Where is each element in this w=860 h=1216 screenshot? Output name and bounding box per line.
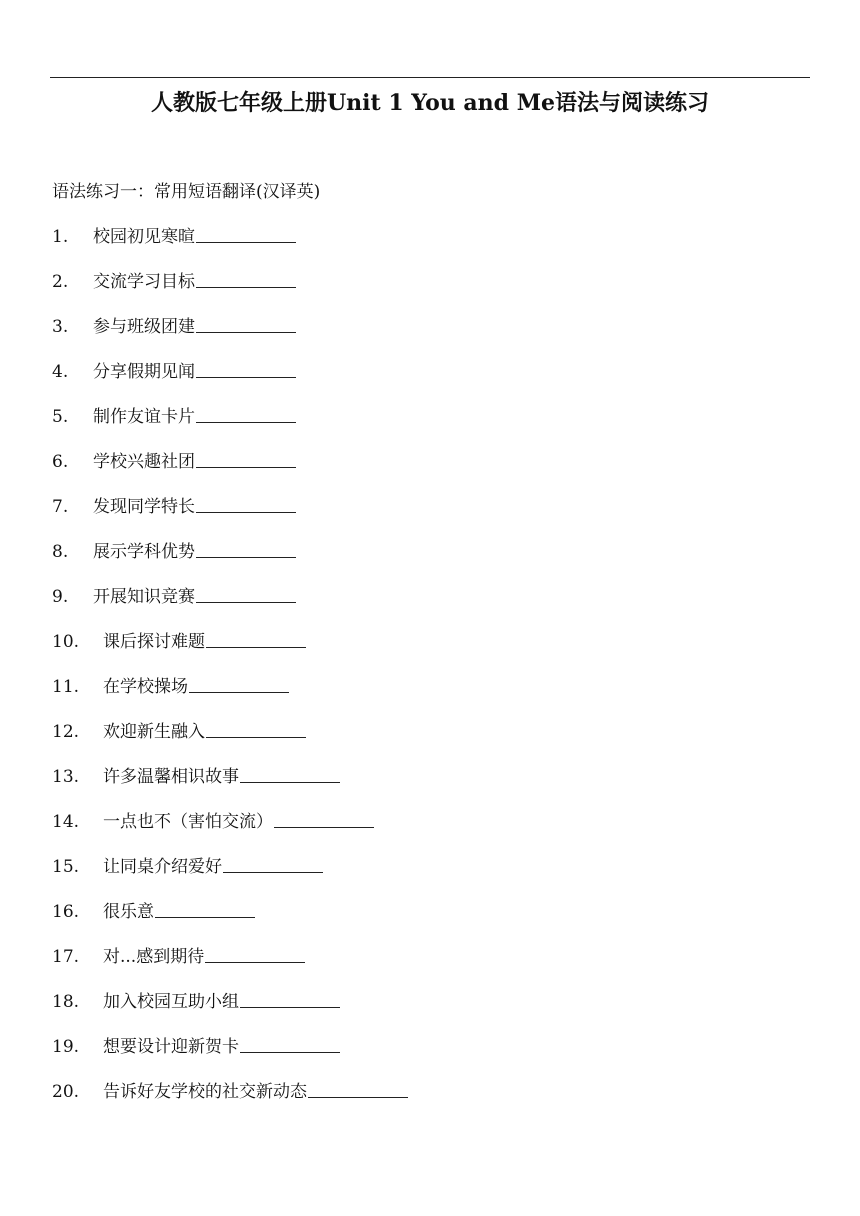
item-number: 3.	[52, 317, 69, 337]
answer-blank[interactable]	[240, 765, 340, 783]
exercise-item	[52, 495, 408, 540]
item-prompt: 课后探讨难题	[103, 632, 205, 652]
exercise-item	[52, 450, 408, 495]
item-prompt: 制作友谊卡片	[93, 407, 195, 427]
answer-blank[interactable]	[206, 630, 306, 648]
item-number: 9.	[52, 587, 69, 607]
item-prompt: 在学校操场	[103, 677, 188, 697]
item-number: 20.	[52, 1082, 80, 1102]
item-prompt: 交流学习目标	[93, 272, 195, 292]
item-prompt: 分享假期见闻	[93, 362, 195, 382]
exercise-item	[52, 225, 408, 270]
item-prompt: 展示学科优势	[93, 542, 195, 562]
answer-blank[interactable]	[155, 900, 255, 918]
item-number: 4.	[52, 362, 69, 382]
exercise-item	[52, 900, 408, 945]
item-prompt: 加入校园互助小组	[103, 992, 239, 1012]
exercise-item	[52, 630, 408, 675]
answer-blank[interactable]	[274, 810, 374, 828]
exercise-item	[52, 945, 408, 990]
exercise-item	[52, 720, 408, 765]
answer-blank[interactable]	[240, 1035, 340, 1053]
item-number: 10.	[52, 632, 80, 652]
exercise-item	[52, 270, 408, 315]
exercise-item	[52, 585, 408, 630]
exercise-item	[52, 540, 408, 585]
exercise-item	[52, 405, 408, 450]
item-prompt: 开展知识竞赛	[93, 587, 195, 607]
item-prompt: 欢迎新生融入	[103, 722, 205, 742]
item-prompt: 想要设计迎新贺卡	[103, 1037, 239, 1057]
exercise-item	[52, 1035, 408, 1080]
item-prompt: 一点也不（害怕交流）	[103, 812, 273, 832]
item-prompt: 学校兴趣社团	[93, 452, 195, 472]
answer-blank[interactable]	[196, 270, 296, 288]
answer-blank[interactable]	[196, 450, 296, 468]
exercise-item	[52, 855, 408, 900]
item-prompt: 校园初见寒暄	[93, 227, 195, 247]
exercise-item	[52, 315, 408, 360]
answer-blank[interactable]	[196, 495, 296, 513]
exercise-item	[52, 360, 408, 405]
item-prompt: 参与班级团建	[93, 317, 195, 337]
item-number: 2.	[52, 272, 69, 292]
item-prompt: 许多温馨相识故事	[103, 767, 239, 787]
answer-blank[interactable]	[196, 540, 296, 558]
exercise-item	[52, 1080, 408, 1125]
item-prompt: 对...感到期待	[103, 947, 205, 967]
item-number: 7.	[52, 497, 69, 517]
exercise-list	[52, 225, 408, 1125]
answer-blank[interactable]	[196, 360, 296, 378]
answer-blank[interactable]	[205, 945, 305, 963]
answer-blank[interactable]	[196, 225, 296, 243]
item-number: 11.	[52, 677, 80, 697]
answer-blank[interactable]	[196, 315, 296, 333]
exercise-item	[52, 990, 408, 1035]
item-number: 14.	[52, 812, 80, 832]
answer-blank[interactable]	[189, 675, 289, 693]
item-number: 16.	[52, 902, 80, 922]
section-heading: 语法练习一：常用短语翻译(汉译英)	[52, 182, 321, 202]
item-prompt: 让同桌介绍爱好	[103, 857, 222, 877]
answer-blank[interactable]	[308, 1080, 408, 1098]
answer-blank[interactable]	[240, 990, 340, 1008]
item-number: 15.	[52, 857, 80, 877]
item-number: 13.	[52, 767, 80, 787]
item-number: 5.	[52, 407, 69, 427]
item-number: 12.	[52, 722, 80, 742]
item-number: 8.	[52, 542, 69, 562]
answer-blank[interactable]	[196, 405, 296, 423]
answer-blank[interactable]	[196, 585, 296, 603]
item-number: 18.	[52, 992, 80, 1012]
exercise-item	[52, 810, 408, 855]
item-prompt: 告诉好友学校的社交新动态	[103, 1082, 307, 1102]
exercise-item	[52, 675, 408, 720]
exercise-item	[52, 765, 408, 810]
item-number: 1.	[52, 227, 69, 247]
header-rule	[50, 77, 810, 78]
document-title: 人教版七年级上册Unit 1 You and Me语法与阅读练习	[150, 90, 710, 116]
item-number: 19.	[52, 1037, 80, 1057]
item-number: 17.	[52, 947, 80, 967]
item-prompt: 很乐意	[103, 902, 154, 922]
item-number: 6.	[52, 452, 69, 472]
answer-blank[interactable]	[206, 720, 306, 738]
item-prompt: 发现同学特长	[93, 497, 195, 517]
answer-blank[interactable]	[223, 855, 323, 873]
